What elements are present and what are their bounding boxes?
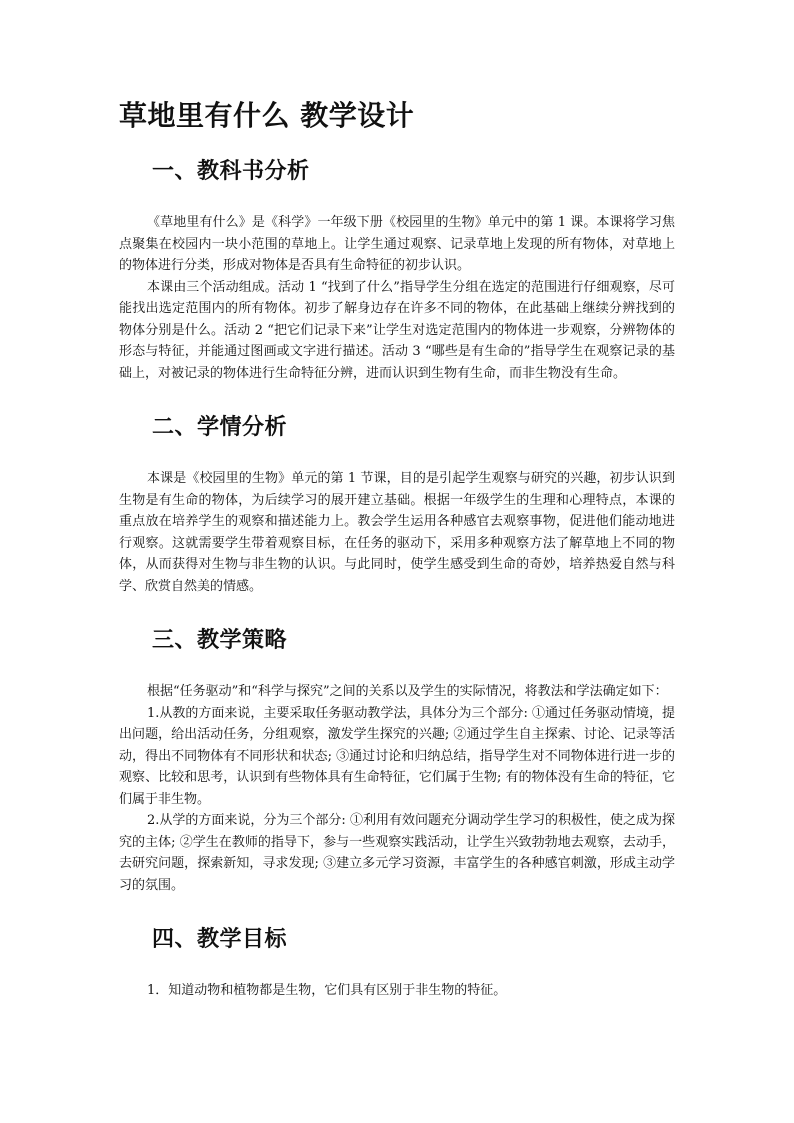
paragraph: 本课是《校园里的生物》单元的第 1 节课，目的是引起学生观察与研究的兴趣，初步认识到生物是有生命的物体，为后续学习的展开建立基础。根据一年级学生的生理和心理特点，本课的重点放在培养学生的观察和描述能力上。教会学生运用各种感官去观察事物，促进他们能动地进行观察。这就需要学生带着观察目标，在任务的驱动下，采用多种观察方法了解草地上不同的物体，从而获得对生物与非生物的认识。与此同时，使学生感受到生命的奇妙，培养热爱自然与科学、欣赏自然美的情感。 [119, 471, 675, 594]
objective-item: 1．知道动物和植物都是生物，它们具有区别于非生物的特征。 [147, 983, 507, 998]
paragraph: 《草地里有什么》是《科学》一年级下册《校园里的生物》单元中的第 1 课。本课将学习焦点聚集在校园内一块小范围的草地上。让学生通过观察、记录草地上发现的所有物体，对草地上的物体进行分类，形成对物体是否具有生命特征的初步认识。 [119, 215, 675, 273]
paragraph: 1.从教的方面来说，主要采取任务驱动教学法，具体分为三个部分: ①通过任务驱动情境，提出问题，给出活动任务，分组观察，激发学生探究的兴趣; ②通过学生自主探索、讨论、记录等活动，得出不同物体有不同形状和状态; ③通过讨论和归纳总结，指导学生对不同物体进行进一步的观察、比较和思考，认识到有些物体具有生命特征，它们属于生物; 有的物体没有生命的特征，它们属于非生物。 [119, 705, 675, 807]
section-heading-learner-analysis: 二、学情分析 [152, 414, 288, 440]
paragraph: 本课由三个活动组成。活动 1 “找到了什么”指导学生分组在选定的范围进行仔细观察，尽可能找出选定范围内的所有物体。初步了解身边存在许多不同的物体，在此基础上继续分辨找到的物体分别是什么。活动 2 “把它们记录下来”让学生对选定范围内的物体进一步观察，分辨物体的形态与特征，并能通过图画或文字进行描述。活动 3 “哪些是有生命的”指导学生在观察记录的基础上，对被记录的物体进行生命特征分辨，进而认识到生物有生命，而非生物没有生命。 [119, 279, 675, 381]
section-heading-textbook-analysis: 一、教科书分析 [152, 158, 310, 184]
section-body-teaching-objectives [119, 980, 675, 1002]
section-body-textbook-analysis [119, 212, 675, 384]
section-heading-teaching-strategy: 三、教学策略 [152, 627, 288, 653]
section-body-teaching-strategy [119, 681, 675, 896]
paragraph: 根据“任务驱动”和“科学与探究”之间的关系以及学生的实际情况，将教法和学法确定如下： [147, 684, 668, 699]
document-page [119, 96, 675, 1002]
paragraph: 2.从学的方面来说，分为三个部分: ①利用有效问题充分调动学生学习的积极性，使之成为探究的主体; ②学生在教师的指导下，参与一些观察实践活动，让学生兴致勃勃地去观察，去动手，去研究问题，探索新知，寻求发现; ③建立多元学习资源，丰富学生的各种感官刺激，形成主动学习的氛围。 [119, 813, 675, 893]
document-title: 草地里有什么 教学设计 [119, 99, 415, 132]
section-heading-teaching-objectives: 四、教学目标 [152, 926, 288, 952]
section-body-learner-analysis [119, 468, 675, 597]
